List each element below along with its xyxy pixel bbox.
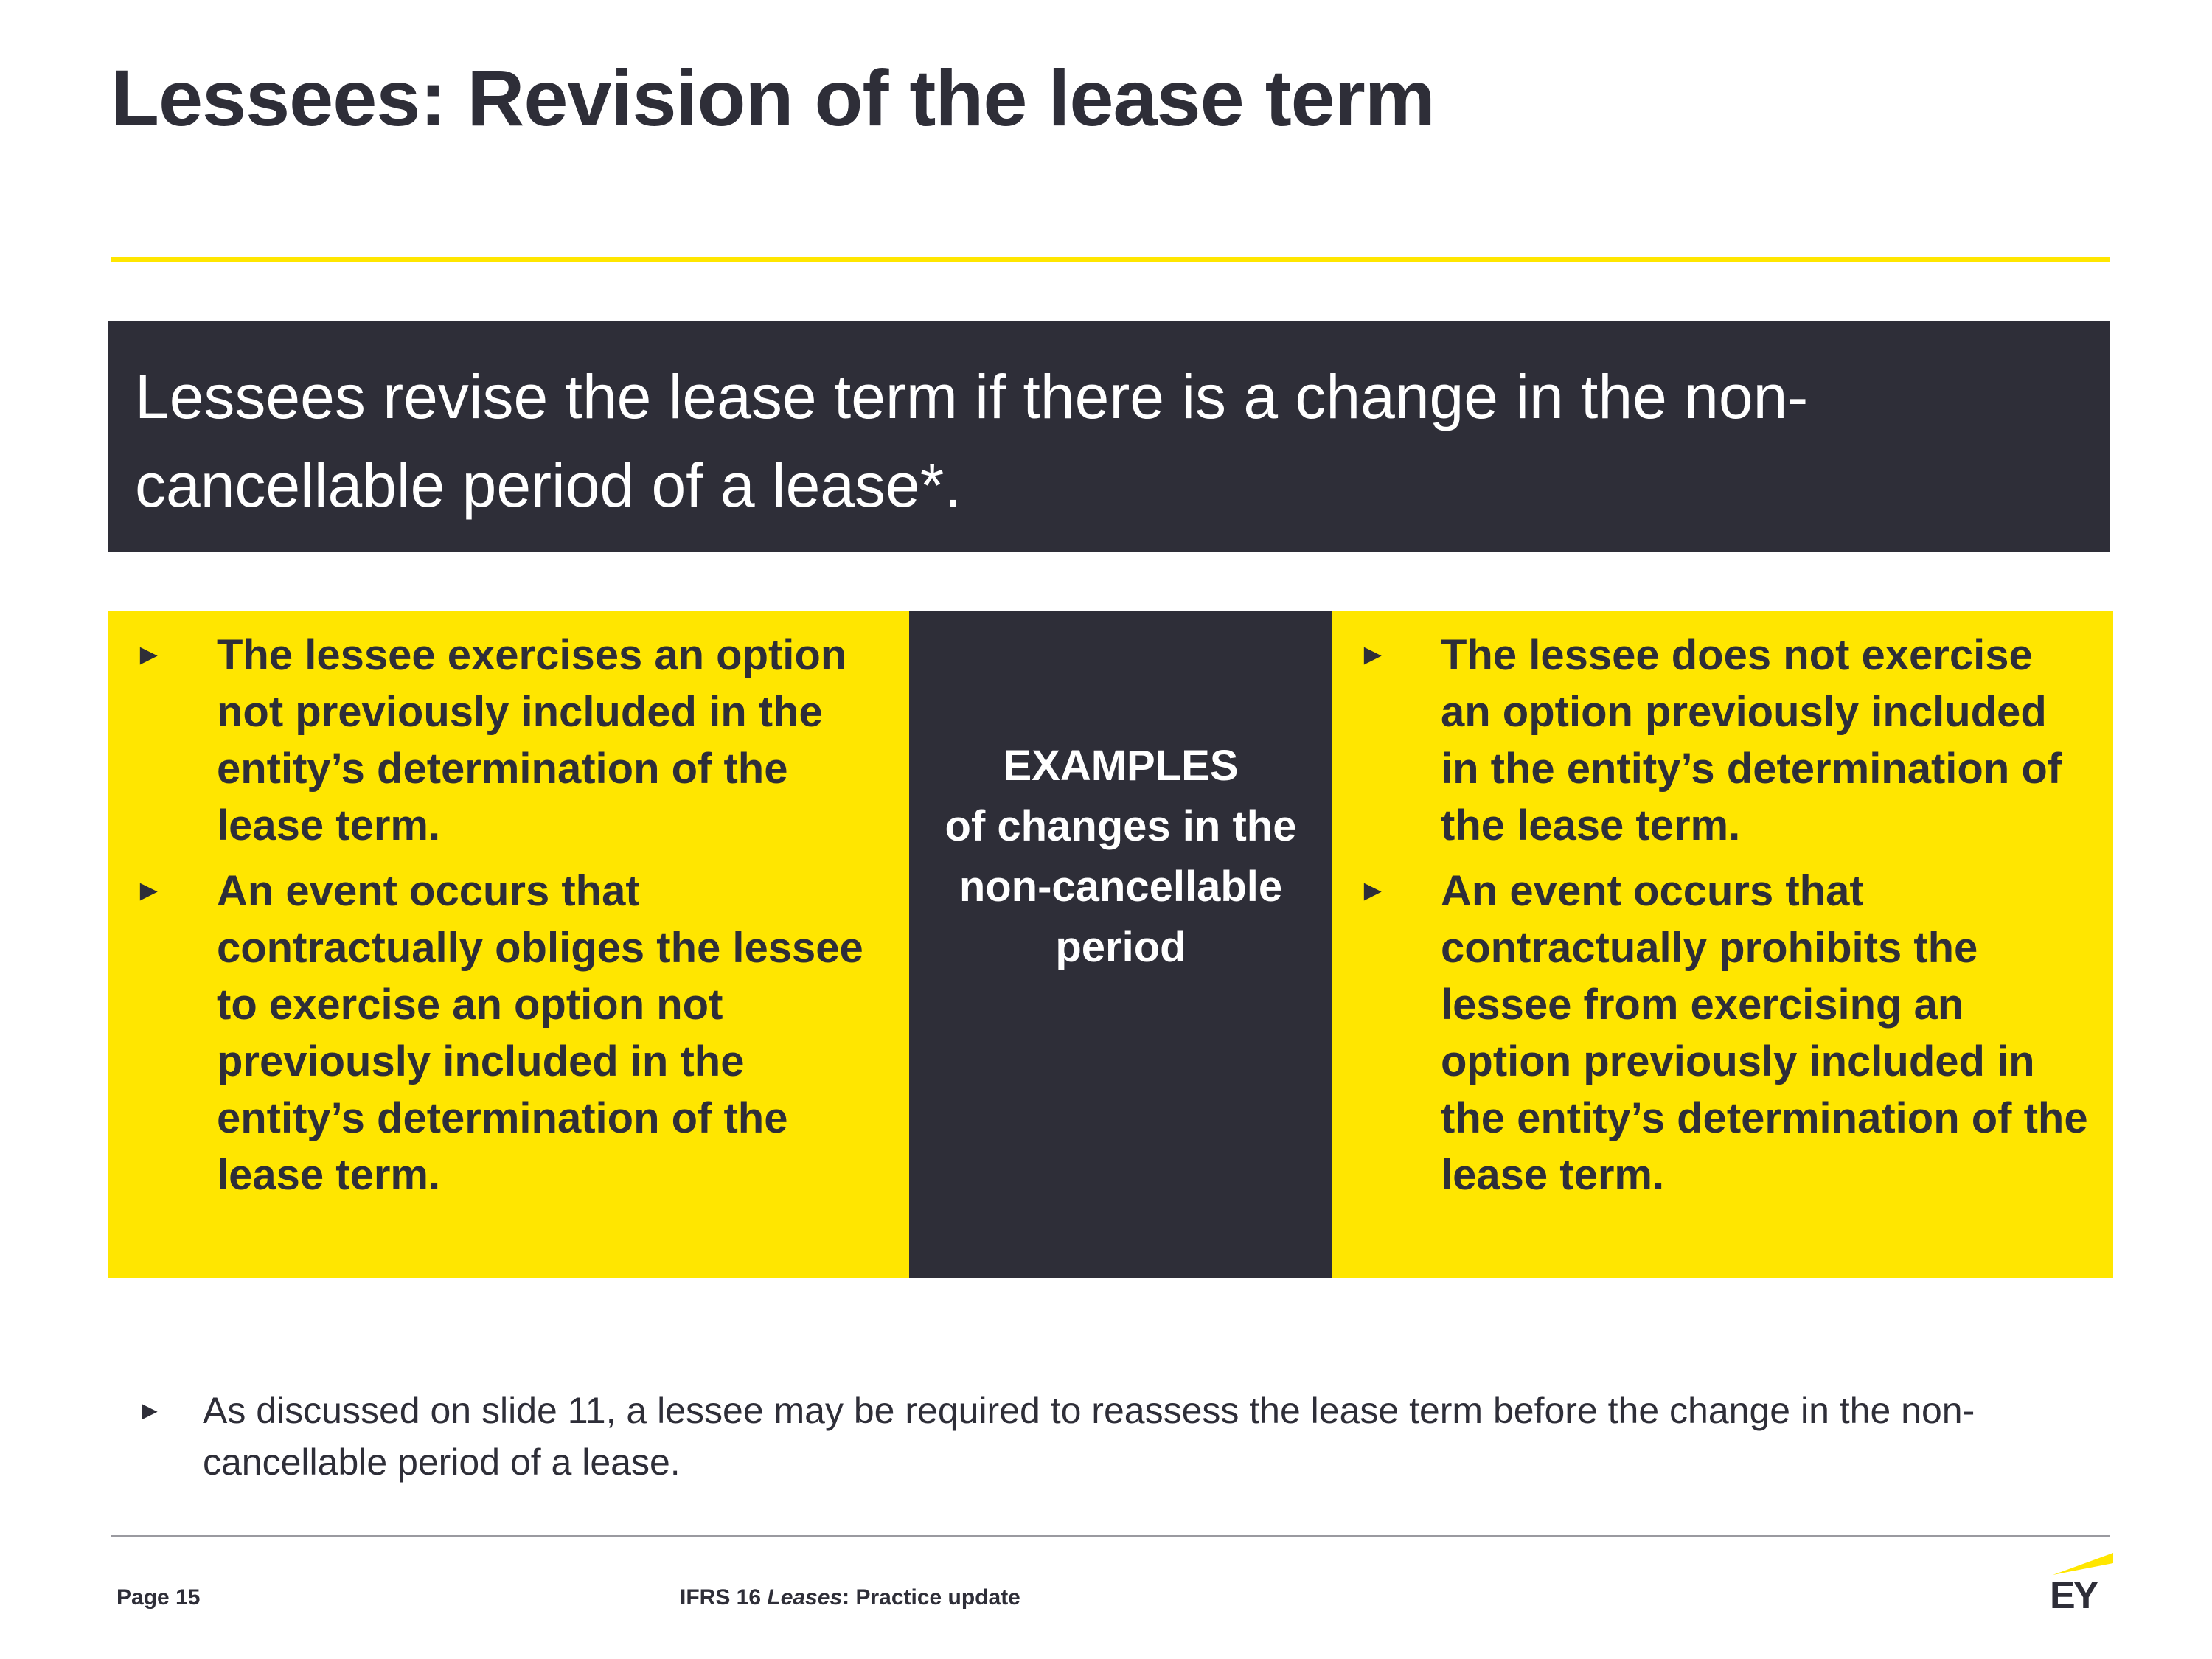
list-item [134,863,887,1203]
list-item-text: An event occurs that contractually obliges the lessee to exercise an option not previously included in the entity’s determination of the lease term. [217,867,863,1199]
right-examples-panel [1332,611,2113,1278]
list-item [1358,627,2091,854]
triangle-right-icon: ► [136,1395,163,1425]
document-title [680,1585,1020,1610]
list-item-text: The lessee exercises an option not previously included in the entity’s determination of the lease term. [217,631,847,849]
page-number: Page 15 [116,1585,201,1610]
ey-logo-text: EY [2050,1574,2097,1617]
center-examples-panel [909,611,1332,1278]
triangle-right-icon: ► [1358,874,1388,907]
list-item [1358,863,2091,1203]
document-title-suffix: : Practice update [842,1585,1020,1610]
document-title-prefix: IFRS 16 [680,1585,768,1610]
document-title-italic: Leases [767,1585,843,1610]
center-heading: EXAMPLES [1003,742,1239,790]
footnote-bullet [136,1385,2120,1488]
center-line-1: of changes in the [945,802,1297,850]
triangle-right-icon: ► [1358,639,1388,671]
center-line-3: period [1055,923,1186,971]
title-divider [111,257,2110,262]
banner-line-2: cancellable period of a lease*. [135,451,961,520]
footer-divider [111,1535,2110,1537]
triangle-right-icon: ► [134,874,164,907]
slide-title: Lessees: Revision of the lease term [111,53,1435,142]
list-item [134,627,887,854]
triangle-right-icon: ► [134,639,164,671]
list-item-text: The lessee does not exercise an option previously included in the entity’s determination of the lease term. [1441,631,2062,849]
center-label [909,736,1332,978]
footnote-text: As discussed on slide 11, a lessee may be required to reassess the lease term before the change in the non-cancellable period of a lease. [203,1390,1975,1483]
center-line-2: non-cancellable [959,863,1283,911]
list-item-text: An event occurs that contractually prohibits the lessee from exercising an option previously included in the entity’s determination of the lease term. [1441,867,2088,1199]
key-message-banner [108,321,2110,552]
ey-logo [2050,1548,2116,1615]
banner-line-1: Lessees revise the lease term if there is a change in the non- [135,362,1809,431]
left-examples-panel [108,611,909,1278]
